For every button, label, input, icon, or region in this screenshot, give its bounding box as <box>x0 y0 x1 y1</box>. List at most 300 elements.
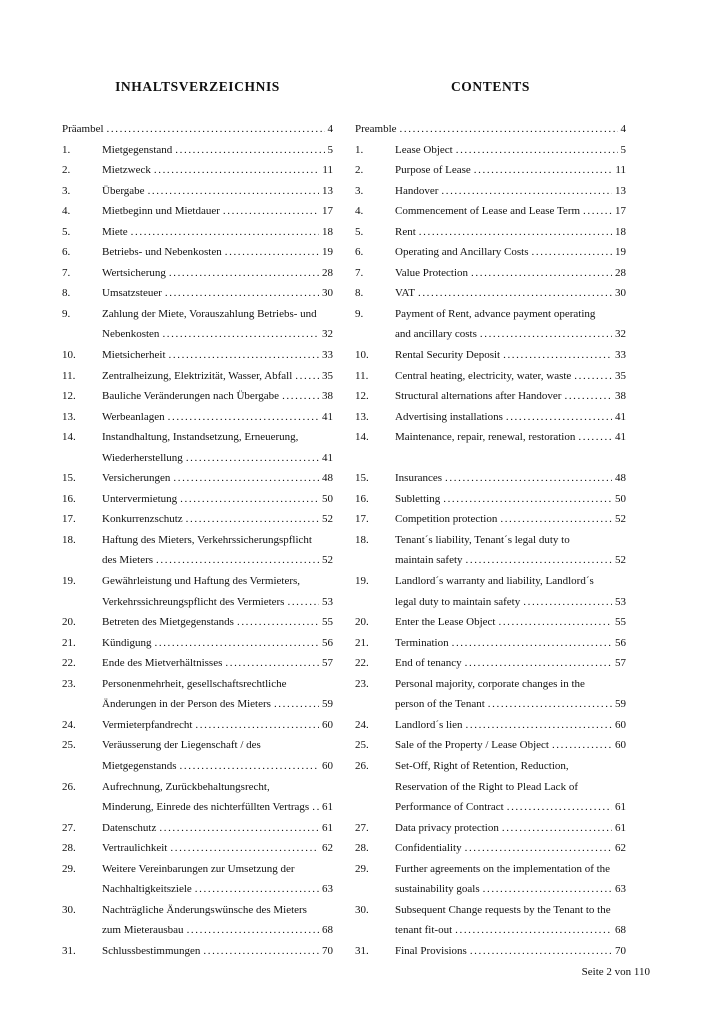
dot-leader <box>455 920 612 941</box>
page-number: 38 <box>615 390 626 403</box>
page-number: 50 <box>322 492 333 505</box>
toc-row <box>62 263 333 284</box>
toc-row <box>62 366 333 387</box>
toc-column-english <box>355 119 626 961</box>
item-number: 6. <box>62 246 71 259</box>
item-label: Value Protection <box>395 266 469 279</box>
item-label: Landlord´s lien <box>395 718 463 731</box>
dot-leader <box>452 633 612 654</box>
item-label: Haftung des Mieters, Verkehrssicherungspflicht <box>102 533 312 546</box>
dot-leader <box>507 797 612 818</box>
item-label: Nachhaltigkeitsziele <box>102 883 192 896</box>
item-label: Mietbeginn und Mietdauer <box>102 205 220 218</box>
toc-row <box>355 242 626 263</box>
dot-leader <box>287 592 319 613</box>
page-number: 63 <box>615 883 626 896</box>
dot-leader <box>312 797 319 818</box>
page-number: 61 <box>322 801 333 814</box>
dot-leader <box>474 160 613 181</box>
page-number: 50 <box>615 492 626 505</box>
dot-leader <box>552 735 612 756</box>
item-label: Payment of Rent, advance payment operating <box>395 307 596 320</box>
page-number: 60 <box>322 759 333 772</box>
toc-row <box>62 879 333 900</box>
item-label: Minderung, Einrede des nichterfüllten Vertrags <box>102 801 310 814</box>
item-label: Advertising installations <box>395 410 503 423</box>
dot-leader <box>180 489 319 510</box>
page-number: 32 <box>322 328 333 341</box>
item-label: Zentralheizung, Elektrizität, Wasser, Abfall <box>102 369 293 382</box>
dot-leader <box>156 550 319 571</box>
page-number: 17 <box>615 205 626 218</box>
page-number: 13 <box>322 184 333 197</box>
dot-leader <box>155 633 320 654</box>
toc-row <box>355 571 626 592</box>
toc-row <box>355 838 626 859</box>
item-label: Datenschutz <box>102 821 157 834</box>
toc-row <box>62 119 333 140</box>
item-number: 27. <box>355 821 369 834</box>
item-number: 3. <box>62 184 71 197</box>
item-number: 1. <box>355 143 364 156</box>
page-number: 62 <box>322 842 333 855</box>
toc-row <box>62 407 333 428</box>
item-number: 21. <box>355 636 369 649</box>
item-label: Kündigung <box>102 636 152 649</box>
toc-row <box>62 427 333 448</box>
toc-row <box>62 900 333 921</box>
item-number: 24. <box>62 718 76 731</box>
item-label: Betriebs- und Nebenkosten <box>102 246 222 259</box>
blank-row <box>355 448 626 469</box>
item-label: legal duty to maintain safety <box>395 595 521 608</box>
item-label: Veräusserung der Liegenschaft / des <box>102 739 261 752</box>
toc-row <box>355 345 626 366</box>
page-number: 11 <box>615 164 626 177</box>
item-number: 15. <box>355 472 369 485</box>
item-label: Betreten des Mietgegenstands <box>102 616 234 629</box>
item-number: 19. <box>62 575 76 588</box>
dot-leader <box>445 468 612 489</box>
page-number: 48 <box>322 472 333 485</box>
item-label: Data privacy protection <box>395 821 499 834</box>
toc-row <box>355 427 626 448</box>
item-label: Final Provisions <box>395 944 467 957</box>
item-number: 9. <box>62 307 71 320</box>
item-label: zum Mieterausbau <box>102 924 184 937</box>
item-label: Personenmehrheit, gesellschaftsrechtliche <box>102 677 287 690</box>
page-number: 60 <box>615 739 626 752</box>
item-label: Ende des Mietverhältnisses <box>102 657 223 670</box>
toc-row <box>62 838 333 859</box>
toc-row <box>355 119 626 140</box>
item-number: 30. <box>62 903 76 916</box>
dot-leader <box>154 160 320 181</box>
item-label: Zahlung der Miete, Vorauszahlung Betriebs- und <box>102 307 317 320</box>
toc-row <box>62 201 333 222</box>
item-number: 18. <box>355 533 369 546</box>
page-number: 53 <box>322 595 333 608</box>
item-number: 7. <box>355 266 364 279</box>
toc-row <box>355 818 626 839</box>
item-label: Werbeanlagen <box>102 410 165 423</box>
toc-row <box>62 715 333 736</box>
page-number: 63 <box>322 883 333 896</box>
item-number: 22. <box>355 657 369 670</box>
dot-leader <box>148 181 319 202</box>
toc-row <box>355 468 626 489</box>
toc-row <box>355 550 626 571</box>
page-number: 55 <box>615 616 626 629</box>
item-label: Weitere Vereinbarungen zur Umsetzung der <box>102 862 295 875</box>
toc-row <box>62 222 333 243</box>
page-number: 56 <box>615 636 626 649</box>
dot-leader <box>506 407 612 428</box>
item-number: 12. <box>62 390 76 403</box>
item-number: 5. <box>355 225 364 238</box>
toc-row <box>62 304 333 325</box>
dot-leader <box>470 941 612 962</box>
toc-row <box>62 468 333 489</box>
page-number: 68 <box>322 924 333 937</box>
toc-row <box>355 283 626 304</box>
item-number: 16. <box>355 492 369 505</box>
page-number: 61 <box>322 821 333 834</box>
page-number: 56 <box>322 636 333 649</box>
item-label: Subsequent Change requests by the Tenant to the <box>395 903 611 916</box>
dot-leader <box>169 345 319 366</box>
item-label: Performance of Contract <box>395 801 504 814</box>
item-number: 10. <box>355 349 369 362</box>
dot-leader <box>237 612 319 633</box>
toc-row <box>355 304 626 325</box>
dot-leader <box>500 509 612 530</box>
toc-row <box>355 612 626 633</box>
item-label: End of tenancy <box>395 657 462 670</box>
toc-row <box>355 653 626 674</box>
item-label: Instandhaltung, Instandsetzung, Erneuerung, <box>102 431 299 444</box>
dot-leader <box>169 263 319 284</box>
item-label: Insurances <box>395 472 443 485</box>
item-number: 9. <box>355 307 364 320</box>
dot-leader <box>578 427 612 448</box>
item-label: Purpose of Lease <box>395 164 471 177</box>
toc-row <box>62 160 333 181</box>
dot-leader <box>203 941 319 962</box>
page-number: 52 <box>322 513 333 526</box>
toc-row <box>355 797 626 818</box>
page-number: 61 <box>615 801 626 814</box>
toc-row <box>355 140 626 161</box>
toc-row <box>355 509 626 530</box>
toc-row <box>355 366 626 387</box>
item-label: maintain safety <box>395 554 463 567</box>
page-number: 53 <box>615 595 626 608</box>
item-number: 29. <box>355 862 369 875</box>
page-number: 18 <box>615 225 626 238</box>
item-number: 17. <box>355 513 369 526</box>
toc-row <box>355 715 626 736</box>
item-number: 21. <box>62 636 76 649</box>
item-label: Preamble <box>355 123 397 135</box>
toc-title-english: CONTENTS <box>450 79 531 94</box>
item-number: 31. <box>355 944 369 957</box>
item-number: 19. <box>355 575 369 588</box>
item-number: 7. <box>62 266 71 279</box>
item-number: 28. <box>62 842 76 855</box>
item-number: 2. <box>62 164 71 177</box>
item-number: 17. <box>62 513 76 526</box>
toc-row <box>62 242 333 263</box>
page-number: 30 <box>322 287 333 300</box>
toc-row <box>62 653 333 674</box>
page-number: 57 <box>322 657 333 670</box>
dot-leader <box>471 263 612 284</box>
item-label: Änderungen in der Person des Mieters <box>102 698 271 711</box>
dot-leader <box>274 694 319 715</box>
dot-leader <box>480 324 612 345</box>
page-number: 68 <box>615 924 626 937</box>
toc-row <box>62 489 333 510</box>
dot-leader <box>195 879 319 900</box>
item-label: Tenant´s liability, Tenant´s legal duty to <box>395 533 570 546</box>
toc-row <box>355 386 626 407</box>
item-number: 20. <box>355 616 369 629</box>
item-label: Nebenkosten <box>102 328 160 341</box>
toc-row <box>62 777 333 798</box>
toc-row <box>62 941 333 962</box>
toc-row <box>62 386 333 407</box>
item-label: des Mieters <box>102 554 154 567</box>
item-number: 27. <box>62 821 76 834</box>
page-number: 60 <box>615 718 626 731</box>
item-label: Mietgegenstand <box>102 143 173 156</box>
toc-row <box>355 694 626 715</box>
dot-leader <box>418 283 612 304</box>
page-number: 19 <box>322 246 333 259</box>
dot-leader <box>400 119 618 140</box>
item-label: Vertraulichkeit <box>102 842 168 855</box>
page-number: 18 <box>322 225 333 238</box>
dot-leader <box>282 386 319 407</box>
dot-leader <box>186 509 319 530</box>
dot-leader <box>502 818 612 839</box>
item-label: Structural alternations after Handover <box>395 390 562 403</box>
page-number: 52 <box>615 513 626 526</box>
item-number: 6. <box>355 246 364 259</box>
item-number: 4. <box>62 205 71 218</box>
toc-row <box>355 941 626 962</box>
toc-row <box>62 345 333 366</box>
page-number: 38 <box>322 390 333 403</box>
item-number: 13. <box>62 410 76 423</box>
page-number: 13 <box>615 184 626 197</box>
toc-row <box>355 222 626 243</box>
dot-leader <box>170 838 319 859</box>
page-number: 48 <box>615 472 626 485</box>
dot-leader <box>466 715 612 736</box>
dot-leader <box>488 694 612 715</box>
toc-row <box>355 181 626 202</box>
item-label: Mietzweck <box>102 164 151 177</box>
item-label: Competition protection <box>395 513 498 526</box>
item-number: 29. <box>62 862 76 875</box>
dot-leader <box>574 366 612 387</box>
item-label: Miete <box>102 225 128 238</box>
page-number: 60 <box>322 718 333 731</box>
toc-row <box>355 201 626 222</box>
toc-title-german: INHALTSVERZEICHNIS <box>115 79 280 94</box>
toc-row <box>62 674 333 695</box>
page-number: 11 <box>322 164 333 177</box>
page-number-footer: Seite 2 von 110 <box>581 966 650 978</box>
page-number: 62 <box>615 842 626 855</box>
item-number: 20. <box>62 616 76 629</box>
toc-row <box>355 674 626 695</box>
toc-row <box>62 694 333 715</box>
toc-row <box>62 140 333 161</box>
item-number: 25. <box>62 739 76 752</box>
toc-rows <box>355 119 626 961</box>
item-label: Landlord´s warranty and liability, Landlord´s <box>395 575 594 588</box>
item-number: 15. <box>62 472 76 485</box>
page-number: 41 <box>322 451 333 464</box>
toc-row <box>62 612 333 633</box>
item-label: Commencement of Lease and Lease Term <box>395 205 581 218</box>
item-label: Wiederherstellung <box>102 451 183 464</box>
toc-row <box>62 571 333 592</box>
item-label: VAT <box>395 287 415 300</box>
item-label: Lease Object <box>395 143 453 156</box>
item-number: 23. <box>62 677 76 690</box>
dot-leader <box>465 653 612 674</box>
toc-row <box>62 735 333 756</box>
item-label: Rental Security Deposit <box>395 349 501 362</box>
item-label: Rent <box>395 225 416 238</box>
item-number: 1. <box>62 143 71 156</box>
page-number: 35 <box>322 369 333 382</box>
item-label: Verkehrssichreungspflicht des Vermieters <box>102 595 285 608</box>
item-label: Reservation of the Right to Plead Lack of <box>395 780 578 793</box>
toc-row <box>62 324 333 345</box>
dot-leader <box>441 181 612 202</box>
toc-row <box>62 550 333 571</box>
item-number: 22. <box>62 657 76 670</box>
dot-leader <box>466 550 612 571</box>
toc-row <box>355 633 626 654</box>
toc-row <box>62 283 333 304</box>
item-label: Untervermietung <box>102 492 178 505</box>
item-label: Set-Off, Right of Retention, Reduction, <box>395 759 569 772</box>
toc-row <box>62 181 333 202</box>
item-number: 31. <box>62 944 76 957</box>
item-label: Aufrechnung, Zurückbehaltungsrecht, <box>102 780 270 793</box>
dot-leader <box>503 345 612 366</box>
toc-row <box>355 777 626 798</box>
item-label: Termination <box>395 636 449 649</box>
dot-leader <box>498 612 612 633</box>
item-label: Further agreements on the implementation of the <box>395 862 611 875</box>
page-number: 70 <box>322 944 333 957</box>
item-label: Konkurrenzschutz <box>102 513 183 526</box>
dot-leader <box>523 592 612 613</box>
toc-row <box>62 530 333 551</box>
dot-leader <box>583 201 612 222</box>
page-number: 41 <box>322 410 333 423</box>
dot-leader <box>131 222 319 243</box>
toc-row <box>355 592 626 613</box>
dot-leader <box>159 818 319 839</box>
dot-leader <box>187 920 319 941</box>
item-label: and ancillary costs <box>395 328 477 341</box>
toc-row <box>62 797 333 818</box>
dot-leader <box>483 879 612 900</box>
dot-leader <box>225 653 319 674</box>
toc-row <box>355 900 626 921</box>
item-number: 14. <box>355 431 369 444</box>
item-label: Gewährleistung und Haftung des Vermieters, <box>102 575 301 588</box>
item-label: Mietsicherheit <box>102 349 166 362</box>
dot-leader <box>465 838 612 859</box>
item-label: Central heating, electricity, water, waste <box>395 369 572 382</box>
page-number: 4 <box>620 123 626 135</box>
item-label: Übergabe <box>102 184 145 197</box>
item-number: 8. <box>62 287 71 300</box>
toc-row <box>62 592 333 613</box>
item-label: Umsatzsteuer <box>102 287 162 300</box>
item-number: 10. <box>62 349 76 362</box>
dot-leader <box>175 140 324 161</box>
toc-row <box>355 160 626 181</box>
dot-leader <box>168 407 319 428</box>
item-number: 5. <box>62 225 71 238</box>
item-number: 23. <box>355 677 369 690</box>
item-label: Schlussbestimmungen <box>102 944 201 957</box>
item-label: Bauliche Veränderungen nach Übergabe <box>102 390 280 403</box>
item-number: 18. <box>62 533 76 546</box>
page-number: 5 <box>327 143 333 156</box>
page-number: 19 <box>615 246 626 259</box>
page-number: 41 <box>615 410 626 423</box>
toc-rows <box>62 119 333 961</box>
item-number: 28. <box>355 842 369 855</box>
page-number: 30 <box>615 287 626 300</box>
dot-leader <box>195 715 319 736</box>
toc-row <box>355 324 626 345</box>
dot-leader <box>165 283 319 304</box>
dot-leader <box>180 756 319 777</box>
item-label: Maintenance, repair, renewal, restoration <box>395 431 576 444</box>
item-label: Sale of the Property / Lease Object <box>395 739 549 752</box>
dot-leader <box>162 324 319 345</box>
item-number: 26. <box>355 759 369 772</box>
item-number: 3. <box>355 184 364 197</box>
page-number: 4 <box>327 123 333 135</box>
dot-leader <box>532 242 612 263</box>
dot-leader <box>223 201 319 222</box>
toc-row <box>355 879 626 900</box>
item-label: person of the Tenant <box>395 698 485 711</box>
item-label: Vermieterpfandrecht <box>102 718 193 731</box>
page-number: 5 <box>620 143 626 156</box>
page-number: 17 <box>322 205 333 218</box>
page-number: 57 <box>615 657 626 670</box>
item-label: Nachträgliche Änderungswünsche des Mieters <box>102 903 307 916</box>
page-number: 41 <box>615 431 626 444</box>
item-label: Versicherungen <box>102 472 171 485</box>
item-label: Personal majority, corporate changes in the <box>395 677 585 690</box>
toc-row <box>355 530 626 551</box>
